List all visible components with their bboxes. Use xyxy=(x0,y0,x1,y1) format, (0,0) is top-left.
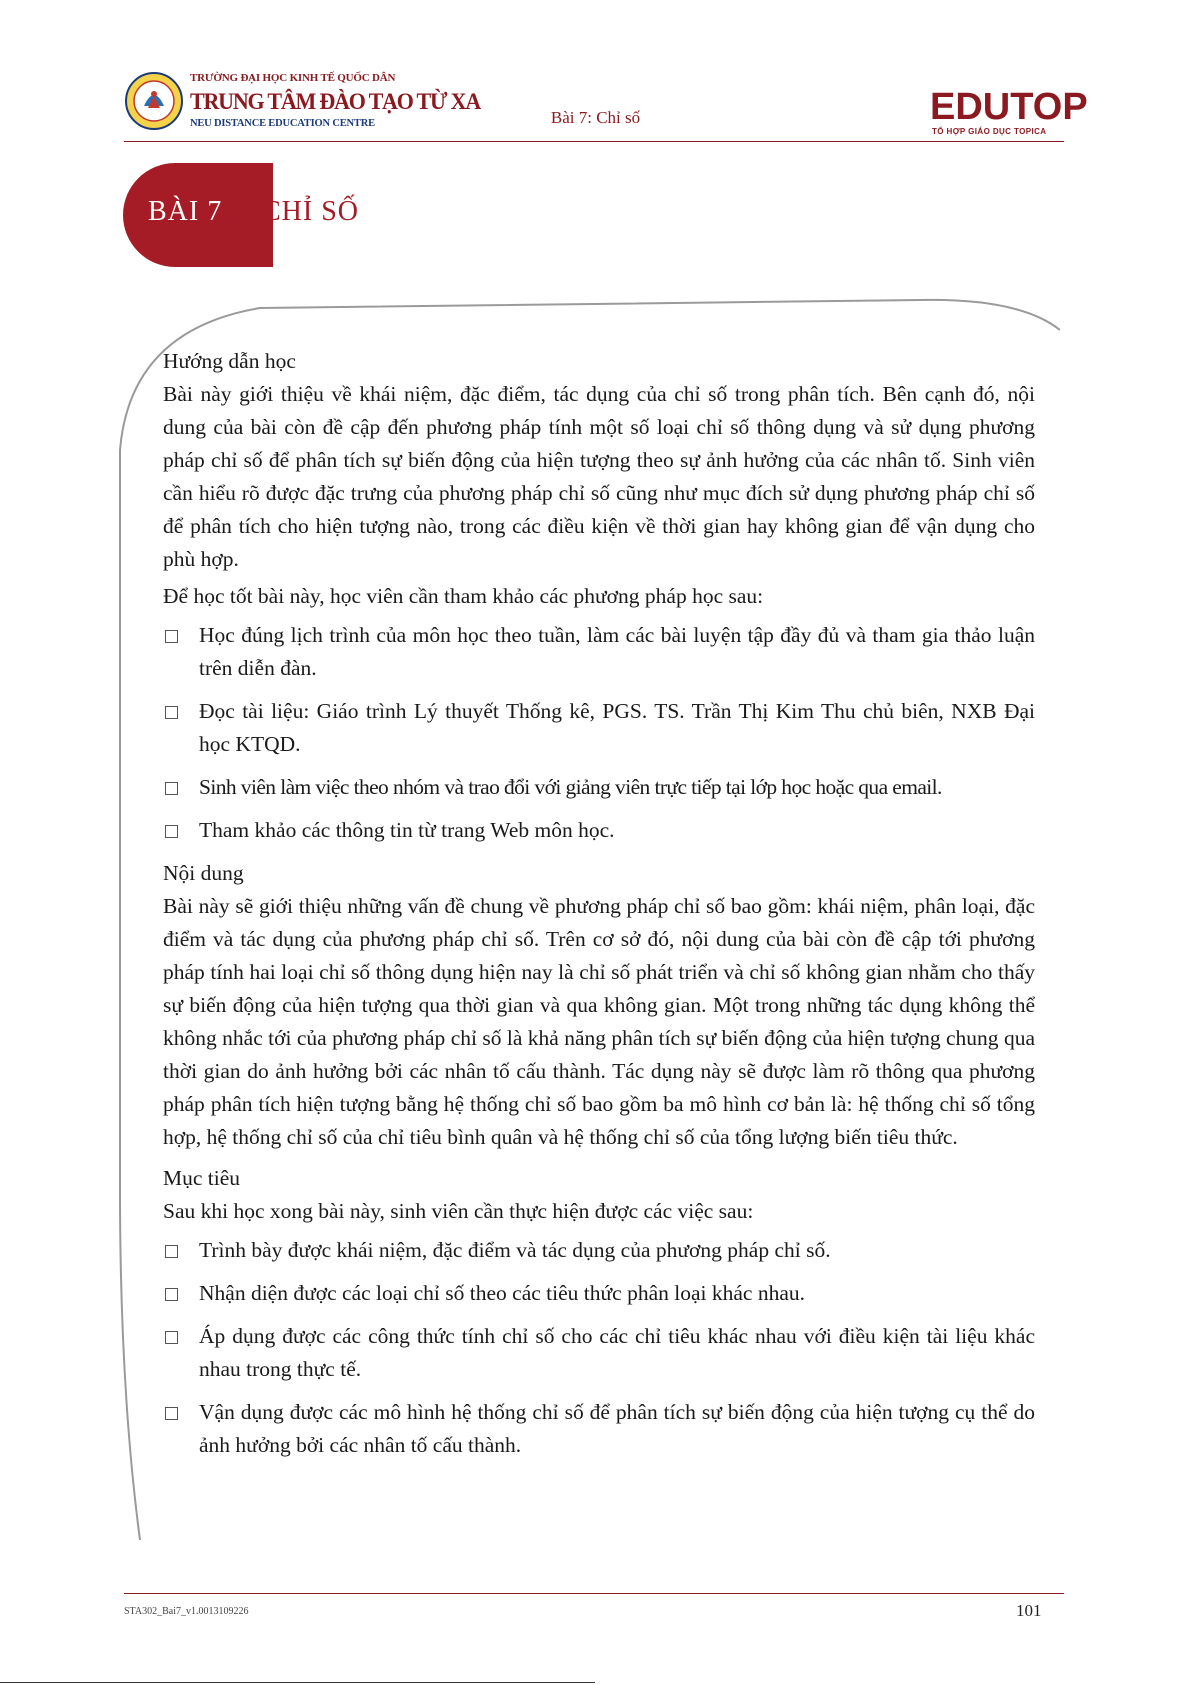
lesson-intro xyxy=(163,345,1035,1472)
guide-paragraph: Bài này giới thiệu về khái niệm, đặc điểm, tác dụng của chỉ số trong phân tích. Bên cạnh đó, nội dung của bài còn đề cập đến phương pháp tính một số loại chỉ số thông dụng và sử dụng phương pháp chỉ số để phân tích sự biến động của hiện tượng theo sự ảnh hưởng của các nhân tố. Sinh viên cần hiểu rõ được đặc trưng của phương pháp chỉ số cũng như mục đích sử dụng phương pháp chỉ số để phân tích cho hiện tượng nào, trong các điều kiện về thời gian hay không gian để vận dụng cho phù hợp. xyxy=(163,382,1035,571)
objectives-intro: Sau khi học xong bài này, sinh viên cần thực hiện được các việc sau: xyxy=(163,1199,754,1223)
list-item: Đọc tài liệu: Giáo trình Lý thuyết Thống kê, PGS. TS. Trần Thị Kim Thu chủ biên, NXB Đại học KTQD. xyxy=(163,695,1035,761)
content-paragraph: Bài này sẽ giới thiệu những vấn đề chung về phương pháp chỉ số bao gồm: khái niệm, phân loại, đặc điểm và tác dụng của phương pháp chỉ số. Trên cơ sở đó, nội dung của bài còn đề cập tới phương pháp tính hai loại chỉ số thông dụng hiện nay là chỉ số phát triển và chỉ số không gian nhằm cho thấy sự biến động của hiện tượng qua thời gian và qua không gian. Một trong những tác dụng không thể không nhắc tới của phương pháp chỉ số là khả năng phân tích sự biến động của hiện tượng chung qua thời gian do ảnh hưởng bởi các nhân tố cấu thành. Tác dụng này sẽ được làm rõ thông qua phương pháp phân tích hiện tượng bằng hệ thống chỉ số bao gồm ba mô hình cơ bản là: hệ thống chỉ số tổng hợp, hệ thống chỉ số của chỉ tiêu bình quân và hệ thống chỉ số của tổng lượng biến tiêu thức. xyxy=(163,894,1035,1149)
checkbox-bullet-icon xyxy=(165,706,178,719)
guide-method-intro: Để học tốt bài này, học viên cần tham khảo các phương pháp học sau: xyxy=(163,584,764,608)
list-item: Áp dụng được các công thức tính chỉ số cho các chỉ tiêu khác nhau với điều kiện tài liệu khác nhau trong thực tế. xyxy=(163,1320,1035,1386)
org-line-centre: TRUNG TÂM ĐÀO TẠO TỪ XA xyxy=(190,88,481,115)
checkbox-bullet-icon xyxy=(165,1331,178,1344)
brand-logo: EDUTOP xyxy=(930,86,1088,128)
org-line-university: TRƯỜNG ĐẠI HỌC KINH TẾ QUỐC DÂN xyxy=(190,72,396,84)
guide-heading: Hướng dẫn học xyxy=(163,349,296,373)
list-item: Tham khảo các thông tin từ trang Web môn học. xyxy=(163,814,1035,847)
page-edge-line xyxy=(0,1682,595,1683)
footer-divider xyxy=(124,1593,1064,1594)
list-item: Vận dụng được các mô hình hệ thống chỉ số để phân tích sự biến động của hiện tượng cụ thể do ảnh hưởng bởi các nhân tố cấu thành. xyxy=(163,1396,1035,1462)
header-divider xyxy=(124,141,1064,142)
list-item: Học đúng lịch trình của môn học theo tuần, làm các bài luyện tập đầy đủ và tham gia thảo luận trên diễn đàn. xyxy=(163,619,1035,685)
list-item: Nhận diện được các loại chỉ số theo các tiêu thức phân loại khác nhau. xyxy=(163,1277,1035,1310)
document-code: STA302_Bai7_v1.0013109226 xyxy=(124,1606,249,1617)
checkbox-bullet-icon xyxy=(165,1288,178,1301)
checkbox-bullet-icon xyxy=(165,782,178,795)
list-item: Sinh viên làm việc theo nhóm và trao đổi với giảng viên trực tiếp tại lớp học hoặc qua email. xyxy=(163,771,1035,804)
lesson-title: CHỈ SỐ xyxy=(262,196,360,227)
checkbox-bullet-icon xyxy=(165,630,178,643)
page-number: 101 xyxy=(1016,1601,1042,1620)
study-method-list xyxy=(163,619,1035,847)
list-item: Trình bày được khái niệm, đặc điểm và tác dụng của phương pháp chỉ số. xyxy=(163,1234,1035,1267)
objectives-heading: Mục tiêu xyxy=(163,1166,241,1190)
checkbox-bullet-icon xyxy=(165,1407,178,1420)
running-head: Bài 7: Chỉ số xyxy=(550,108,641,127)
objectives-list xyxy=(163,1234,1035,1462)
brand-tagline: TỔ HỢP GIÁO DỤC TOPICA xyxy=(932,127,1047,136)
org-line-english: NEU DISTANCE EDUCATION CENTRE xyxy=(190,118,375,129)
checkbox-bullet-icon xyxy=(165,825,178,838)
content-heading: Nội dung xyxy=(163,861,244,885)
checkbox-bullet-icon xyxy=(165,1245,178,1258)
lesson-number: BÀI 7 xyxy=(148,196,223,227)
